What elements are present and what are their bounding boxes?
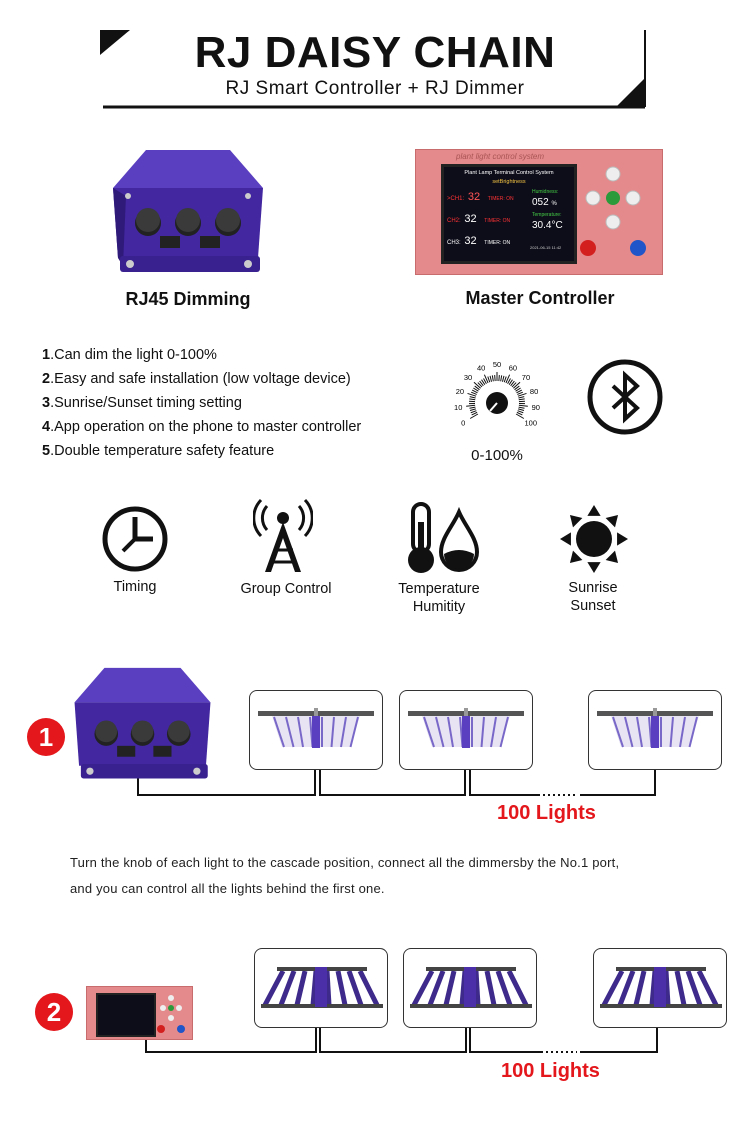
- page-subtitle: RJ Smart Controller + RJ Dimmer: [225, 78, 525, 99]
- dial-tick-label: 70: [521, 372, 531, 382]
- dial-tick-label: 20: [455, 386, 465, 396]
- dial-label: 0-100%: [471, 447, 523, 464]
- group-control-label: Group Control: [240, 581, 332, 597]
- diagram-2-controller: [86, 986, 193, 1040]
- screen-sub: setBrightness: [492, 179, 526, 185]
- grow-light-box: [593, 948, 727, 1028]
- screen-temp-value: 30.4°C: [532, 220, 563, 231]
- tower-icon: [253, 498, 313, 574]
- diagram-1-description-line2: and you can control all the lights behind the first one.: [70, 881, 385, 896]
- feature-item: 1.Can dim the light 0-100%: [42, 347, 217, 363]
- grow-light-box: [588, 690, 722, 770]
- feature-item: 2.Easy and safe installation (low voltage device): [42, 371, 351, 387]
- screen-temp-label: Temperature:: [532, 212, 562, 218]
- temperature-label: Temperature Humitity: [398, 581, 480, 615]
- feature-item: 5.Double temperature safety feature: [42, 443, 275, 459]
- diagram-1-dimmer: [70, 666, 215, 784]
- dial-tick-label: 60: [508, 363, 518, 373]
- dial-tick-label: 10: [454, 403, 463, 413]
- controller-caption: Master Controller: [465, 288, 615, 308]
- controller-image: [415, 149, 663, 275]
- bluetooth-icon: [586, 358, 664, 436]
- controller-top-text: plant light control system: [456, 152, 545, 161]
- grow-light-box: [403, 948, 537, 1028]
- screen-humidity-value: 052 %: [532, 197, 557, 208]
- diagram-2-lights-label: 100 Lights: [501, 1060, 600, 1082]
- dial-tick-label: 50: [492, 360, 502, 369]
- step-badge-1: 1: [27, 718, 65, 756]
- dial-tick-label: 40: [476, 363, 486, 373]
- dial-tick-label: 30: [463, 372, 473, 382]
- screen-channel-row: >CH1: 32 TIMER: ON: [447, 191, 514, 203]
- dial-tick-label: 100: [524, 418, 538, 428]
- diagram-1-lights-label: 100 Lights: [497, 802, 596, 824]
- screen-date: 2021-06-15 11:42: [530, 245, 562, 250]
- feature-item: 4.App operation on the phone to master controller: [42, 419, 362, 435]
- page-title: RJ DAISY CHAIN: [194, 28, 556, 77]
- clock-icon: [101, 505, 169, 573]
- screen-header: Plant Lamp Terminal Control System: [464, 170, 554, 176]
- sun-icon: [558, 503, 630, 575]
- sunrise-sunset-label: Sunrise Sunset: [568, 580, 618, 614]
- feature-item: 3.Sunrise/Sunset timing setting: [42, 395, 242, 411]
- step-badge-2: 2: [35, 993, 73, 1031]
- screen-channel-row: CH3: 32 TIMER: ON: [447, 235, 511, 247]
- dial-tick-label: 90: [531, 403, 540, 413]
- dimmer-dial-icon: [449, 355, 545, 445]
- dimmer-caption: RJ45 Dimming: [125, 289, 251, 309]
- controller-screen: [441, 164, 577, 264]
- thermometer-icon: [401, 502, 481, 576]
- grow-light-box: [249, 690, 383, 770]
- dial-tick-label: 0: [461, 418, 466, 428]
- screen-humidity-label: Humidness:: [532, 189, 559, 195]
- grow-light-box: [254, 948, 388, 1028]
- diagram-1-description-line1: Turn the knob of each light to the cascade position, connect all the dimmersby the No.1 port,: [70, 855, 620, 870]
- screen-channel-row: CH2: 32 TIMER: ON: [447, 213, 511, 225]
- dial-tick-label: 80: [529, 386, 539, 396]
- grow-light-box: [399, 690, 533, 770]
- dimmer-image: [108, 148, 268, 278]
- timing-label: Timing: [113, 579, 157, 595]
